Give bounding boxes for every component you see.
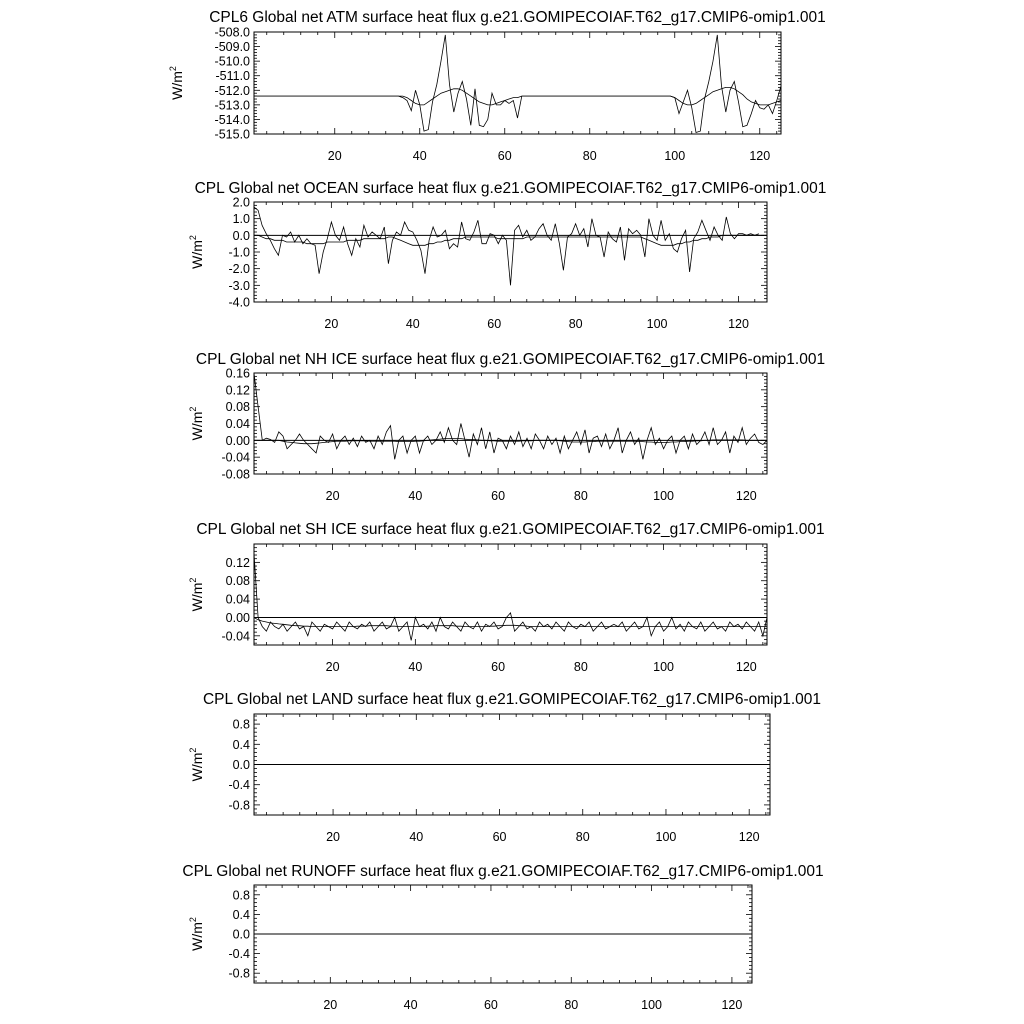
y-axis-label-sup: 2 (188, 235, 198, 241)
x-tick-label: 20 (324, 317, 339, 331)
x-tick-label: 100 (664, 149, 686, 163)
y-tick-label: -1.0 (228, 245, 250, 260)
y-tick-label: -0.04 (221, 629, 250, 644)
y-axis-label-sup: 2 (188, 577, 198, 583)
x-tick-label: 20 (323, 998, 338, 1012)
y-tick-label: 0.0 (232, 927, 250, 942)
y-tick-label: -513.0 (214, 98, 250, 113)
x-tick-label: 80 (582, 149, 597, 163)
chart-panel-6 (182, 863, 823, 1012)
y-tick-label: -0.4 (228, 778, 250, 793)
y-tick-label: -0.4 (228, 947, 250, 962)
y-tick-label: -4.0 (228, 295, 250, 310)
plot-frame (254, 202, 767, 302)
y-tick-label: 0.08 (225, 574, 250, 589)
y-axis-label (188, 748, 205, 782)
y-tick-label: -0.04 (221, 450, 250, 465)
chart-panel-3 (188, 351, 825, 503)
x-tick-label: 60 (492, 830, 507, 844)
x-tick-label: 80 (564, 998, 579, 1012)
x-tick-label: 100 (646, 317, 668, 331)
y-tick-label: 0.16 (225, 366, 250, 381)
chart-title: CPL Global net LAND surface heat flux g.e21.GOMIPECOIAF.T62_g17.CMIP6-omip1.001 (202, 691, 822, 708)
y-axis-label-text: W/m (169, 71, 185, 100)
series-line-1 (254, 35, 781, 133)
y-tick-label: 0.08 (225, 400, 250, 415)
y-axis-label-sup: 2 (188, 917, 198, 923)
y-tick-label: -0.8 (228, 966, 250, 981)
y-tick-label: -515.0 (214, 127, 250, 142)
y-tick-label: -511.0 (215, 69, 250, 84)
y-tick-label: 0.00 (225, 433, 250, 448)
x-tick-label: 20 (325, 660, 340, 674)
y-tick-label: 0.8 (232, 888, 250, 903)
chart-panel-2 (188, 180, 826, 331)
x-tick-label: 120 (749, 149, 771, 163)
x-tick-label: 20 (326, 830, 341, 844)
series-line-1 (254, 373, 767, 459)
series-line-2 (254, 87, 781, 105)
x-tick-label: 60 (491, 660, 506, 674)
y-tick-label: 0.8 (232, 717, 250, 732)
y-tick-label: 0.04 (225, 417, 250, 431)
y-tick-label: 0.00 (225, 610, 250, 625)
chart-title: CPL Global net OCEAN surface heat flux g.e21.GOMIPECOIAF.T62_g17.CMIP6-omip1.001 (194, 180, 827, 197)
x-tick-label: 40 (409, 830, 424, 844)
y-tick-label: 0.12 (225, 555, 250, 570)
plot-frame (254, 373, 767, 474)
y-tick-label: -3.0 (228, 278, 250, 293)
y-tick-label: -2.0 (228, 262, 250, 277)
x-tick-label: 80 (568, 317, 583, 331)
x-tick-label: 80 (575, 830, 590, 844)
y-tick-label: 2.0 (232, 195, 250, 210)
y-tick-label: -512.0 (214, 83, 250, 98)
plot-frame (254, 544, 767, 645)
y-tick-label: 0.4 (232, 907, 250, 922)
x-tick-label: 100 (655, 830, 677, 844)
y-axis-label-sup: 2 (188, 747, 198, 753)
chart-panel-1 (168, 9, 826, 163)
y-tick-label: 0.4 (232, 737, 250, 752)
x-tick-label: 40 (412, 149, 427, 163)
series-line-1 (254, 207, 759, 285)
x-tick-label: 100 (653, 489, 675, 503)
chart-title: CPL Global net RUNOFF surface heat flux g.e21.GOMIPECOIAF.T62_g17.CMIP6-omip1.001 (182, 863, 824, 880)
x-tick-label: 60 (487, 317, 502, 331)
x-tick-label: 120 (738, 830, 760, 844)
x-tick-label: 20 (325, 489, 340, 503)
x-tick-label: 120 (735, 660, 757, 674)
y-tick-label: -0.08 (221, 467, 250, 482)
y-axis-label-sup: 2 (168, 66, 178, 72)
y-axis-label (188, 407, 205, 441)
series-line-2 (254, 235, 767, 245)
x-tick-label: 100 (653, 660, 675, 674)
y-tick-label: 0.0 (232, 758, 250, 772)
x-tick-label: 80 (573, 660, 588, 674)
x-tick-label: 120 (721, 998, 743, 1012)
x-tick-label: 100 (641, 998, 663, 1012)
y-tick-label: 1.0 (232, 212, 250, 227)
y-tick-label: -0.8 (228, 798, 250, 813)
x-tick-label: 80 (573, 489, 588, 503)
y-tick-label: 0.04 (225, 592, 250, 607)
series-line-2 (254, 618, 767, 627)
y-tick-label: -514.0 (214, 112, 250, 127)
x-tick-label: 40 (408, 660, 423, 674)
chart-title: CPL Global net NH ICE surface heat flux g.e21.GOMIPECOIAF.T62_g17.CMIP6-omip1.001 (195, 351, 826, 368)
series-line-1 (254, 553, 767, 640)
y-tick-label: 0.12 (225, 383, 250, 398)
y-tick-label: -508.0 (214, 25, 250, 40)
chart-title: CPL6 Global net ATM surface heat flux g.e21.GOMIPECOIAF.T62_g17.CMIP6-omip1.001 (209, 9, 826, 26)
x-tick-label: 60 (497, 149, 512, 163)
x-tick-label: 120 (735, 489, 757, 503)
x-tick-label: 120 (728, 317, 749, 331)
chart-title: CPL Global net SH ICE surface heat flux g.e21.GOMIPECOIAF.T62_g17.CMIP6-omip1.001 (196, 521, 825, 538)
y-axis-label-text: W/m (189, 582, 205, 612)
y-tick-label: -510.0 (214, 54, 250, 69)
y-axis-label-text: W/m (189, 240, 205, 269)
x-tick-label: 60 (483, 998, 498, 1012)
y-axis-label (188, 917, 205, 951)
y-axis-label-sup: 2 (188, 406, 198, 412)
x-tick-label: 40 (408, 489, 423, 503)
x-tick-label: 40 (403, 998, 418, 1012)
y-axis-label-text: W/m (189, 411, 205, 441)
x-tick-label: 40 (405, 317, 420, 331)
y-axis-label-text: W/m (189, 922, 205, 951)
y-axis-label (188, 578, 205, 612)
y-axis-label (168, 66, 185, 100)
chart-panel-4 (188, 521, 825, 674)
x-tick-label: 20 (327, 149, 342, 163)
x-tick-label: 60 (491, 489, 506, 503)
chart-panel-5 (188, 691, 821, 844)
y-tick-label: -509.0 (214, 40, 250, 55)
y-tick-label: 0.0 (232, 228, 250, 243)
y-axis-label-text: W/m (189, 752, 205, 782)
y-axis-label (188, 235, 205, 269)
